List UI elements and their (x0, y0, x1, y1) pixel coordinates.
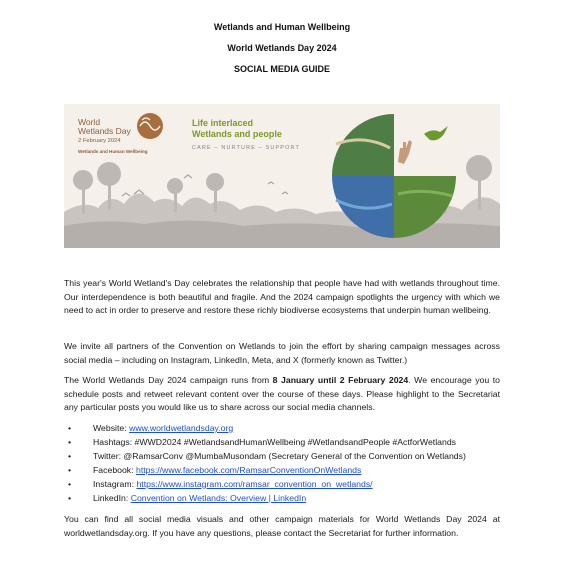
website-label: Website: (93, 423, 130, 433)
linkedin-label: LinkedIn: (93, 492, 131, 503)
doc-heading: SOCIAL MEDIA GUIDE (233, 64, 330, 74)
instagram-link[interactable]: https://www.instagram.com/ramsar_convention_on_wetlands/ (136, 478, 373, 489)
linkedin-link[interactable]: Convention on Wetlands: Overview | LinkedIn (130, 492, 307, 503)
bullet: • (68, 423, 72, 433)
list-item-website (64, 422, 504, 436)
bullet: • (68, 436, 72, 447)
social-links-list (64, 422, 504, 505)
bullet: • (68, 492, 72, 503)
facebook-label: Facebook: (93, 464, 136, 475)
doc-subtitle: World Wetlands Day 2024 (227, 43, 337, 53)
slogan-line1: Life interlaced (192, 118, 254, 128)
slogan-tagline: CARE – NURTURE – SUPPORT (192, 145, 300, 151)
logo-text (78, 118, 148, 155)
bullet: • (68, 464, 72, 475)
list-item-instagram (64, 478, 504, 492)
dates-text-before: The World Wetlands Day 2024 campaign runs from (64, 375, 273, 385)
hashtags-text: Hashtags: #WWD2024 #WetlandsandHumanWellbeing #WetlandsandPeople #ActforWetlands (93, 436, 456, 447)
instagram-label: Instagram: (93, 478, 137, 489)
partners-paragraph: We invite all partners of the Convention on Wetlands to join the effort by sharing campaign messages across social media – including on Instagram, LinkedIn, Meta, and X (formerly known as Twitter.) (64, 341, 500, 365)
doc-title: Wetlands and Human Wellbeing (213, 22, 351, 32)
slogan (192, 118, 300, 151)
slogan-line2: Wetlands and people (192, 129, 282, 139)
website-link[interactable]: www.worldwetlandsday.org (129, 423, 234, 433)
list-item-facebook (64, 464, 504, 478)
logo-date: 2 February 2024 (78, 138, 121, 144)
intro-paragraph: This year's World Wetland's Day celebrates the relationship that people have had with wetlands throughout time. Our interdependence is both beautiful and fragile. And the 2024 campaign spotlights the urgency with which we need to act in order to preserve and restore these richly biodiverse ecosystems that underpin human wellbeing. (64, 278, 500, 316)
bullet: • (68, 450, 72, 461)
facebook-link[interactable]: https://www.facebook.com/RamsarConventionOnWetlands (135, 464, 362, 475)
logo-line2: Wetlands Day (78, 126, 131, 136)
campaign-dates-paragraph (64, 374, 500, 415)
list-item-linkedin (64, 492, 504, 506)
logo-theme: Wetlands and Human Wellbeing (78, 149, 148, 154)
logo-line1: World (78, 117, 101, 127)
campaign-dates: 8 January until 2 February 2024 (272, 375, 409, 385)
closing-paragraph: You can find all social media visuals and other campaign materials for World Wetlands Day 2024 at worldwetlandsday.org. If you have any questions, please contact the Secretariat for further information. (64, 514, 500, 538)
list-item-hashtags (64, 436, 504, 450)
dates-text-after: . We encourage you to schedule posts and retweet relevant content over the course of these days. Please highlight to the Secretariat any particular posts you would like us to share across our social media channels. (64, 375, 501, 413)
campaign-banner (64, 104, 500, 248)
list-item-twitter (64, 450, 504, 464)
twitter-text: Twitter: @RamsarConv @MumbaMusondam (Secretary General of the Convention on Wetlands) (93, 450, 466, 461)
bullet: • (68, 478, 72, 489)
